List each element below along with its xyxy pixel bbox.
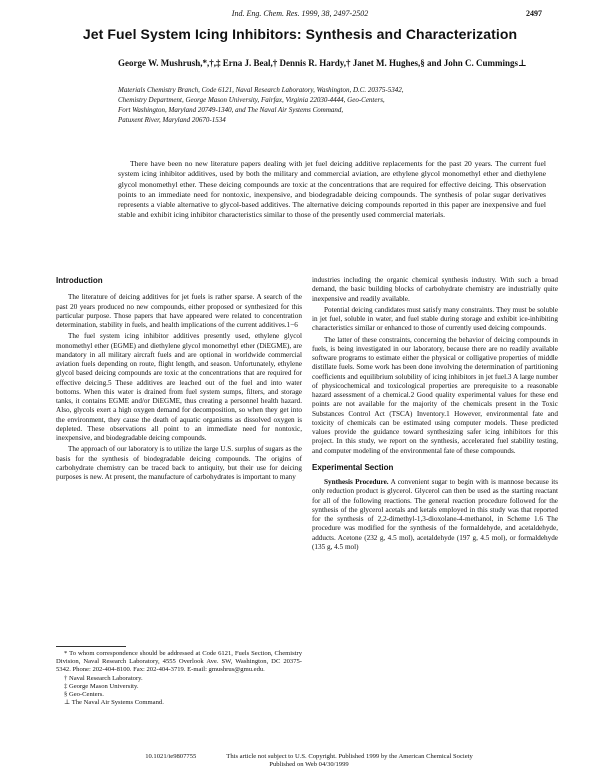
paragraph: The literature of deicing additives for jet fuels is rather sparse. A search of the past 20 years produced no new compounds, either proposed or synthesized for this particular purpose. Those papers that have appeared were related to concentration determination, stability in fuels, and health implications of the current additives.1−6 xyxy=(56,293,302,329)
affiliation-line: Patuxent River, Maryland 20670-1534 xyxy=(118,116,226,124)
footnote-affiliation: ⊥ The Naval Air Systems Command. xyxy=(64,699,164,707)
running-header xyxy=(0,9,600,18)
affiliation-line: Chemistry Department, George Mason University, Fairfax, Virginia 22030-4444, Geo-Centers, xyxy=(118,96,385,104)
footnote-correspondence: * To whom correspondence should be addressed at Code 6121, Fuels Section, Chemistry Division, Naval Research Laboratory, 4555 Overlook Ave. SW, Washington, DC 20375-5342. Phone: 202-404-8100. Fax: 202-404-3719. E-mail: gmushrus@gmu.edu. xyxy=(56,650,302,674)
synthesis-runin-heading: Synthesis Procedure. xyxy=(324,478,389,486)
affiliation-line: Materials Chemistry Branch, Code 6121, Naval Research Laboratory, Washington, D.C. 20375-5342, xyxy=(118,86,404,94)
page-footer xyxy=(64,753,554,769)
paragraph: Potential deicing candidates must satisfy many constraints. They must be soluble in jet fuel, soluble in water, and fuel stable during storage and exhibit ice-inhibiting characteristics similar or enhanced to those of currently used deicing compounds. xyxy=(312,305,558,333)
footer-line xyxy=(64,753,554,761)
affiliations xyxy=(118,85,558,125)
introduction-heading: Introduction xyxy=(56,276,103,285)
paragraph: The latter of these constraints, concerning the behavior of deicing compounds in fuels, is being investigated in our laboratory, because there are no readily available software programs to estimate either the physical or colligative properties of middle distillate fuels. Some work has been done involving the determination of partitioning coefficients and equilibrium solubility of icing inhibitors in jet fuel.3 A large number of physicochemical and toxicological properties are prerequisite to a reasonable hazard assessment of a chemical.2 Good quality experimental values for these end points are not available for the majority of the chemicals present in the Toxic Substances Control Act (TSCA) Inventory.1 However, environmental fate and toxicity of chemicals can be estimated using computer models. These predicted values provide the guidance toward synthesizing safer icing inhibitors for this project. In this study, we report on the synthesis, accelerated fuel stability testing, and computer modeling of the environmental fate of these compounds. xyxy=(312,335,558,455)
author-list: George W. Mushrush,*,†,‡ Erna J. Beal,† Dennis R. Hardy,† Janet M. Hughes,§ and John C. Cummings⊥ xyxy=(118,58,527,68)
paragraph: The fuel system icing inhibitor additives presently used, ethylene glycol monomethyl ether (EGME) and diethylene glycol monomethyl ether (DiEGME), are mandatory in all military aircraft fuels and are optional in worldwide commercial aviation fuels depending on route, flight length, and season. Unfortunately, ethylene glycol based deicing compounds are toxic at the concentrations that are required for effective deicing.5 These additives are leached out of the fuel and into water bottoms. When this water is drained from fuel system sumps, filters, and storage tanks, it contains EGME and/or DiEGME, thus creating a personnel health hazard. Also, glycols exert a high oxygen demand for decomposition, so when they get into the environment, they cause the death of aquatic organisms as dissolved oxygen is depleted. These observations all point to an immediate need for nontoxic, inexpensive, and biodegradable deicing compounds. xyxy=(56,332,302,442)
right-column xyxy=(312,276,558,554)
footnote-affiliation: § Geo-Centers. xyxy=(64,691,104,699)
publication-date: Published on Web 04/30/1999 xyxy=(269,761,349,768)
footnote-divider xyxy=(56,646,126,647)
left-column xyxy=(56,276,302,484)
article-title: Jet Fuel System Icing Inhibitors: Synthesis and Characterization xyxy=(82,26,518,42)
footnote-affiliation: † Naval Research Laboratory. xyxy=(64,674,143,682)
copyright-notice: This article not subject to U.S. Copyright. Published 1999 by the American Chemical Society xyxy=(226,753,473,760)
page-number: 2497 xyxy=(526,9,542,18)
paragraph: industries including the organic chemical synthesis industry. With such a broad demand, the basic building blocks of carbohydrate chemistry are industrially quite inexpensive and readily available. xyxy=(312,276,558,303)
synthesis-paragraph xyxy=(312,478,558,552)
experimental-heading: Experimental Section xyxy=(312,462,394,472)
footnote-affiliation: ‡ George Mason University. xyxy=(64,682,139,690)
paragraph: The approach of our laboratory is to utilize the large U.S. surplus of sugars as the basis for the synthesis of biodegradable deicing compounds. The origins of carbohydrate chemistry can be traced back to antiquity, but their use for deicing purposes is new. At present, the manufacture of carbohydrates is important to many xyxy=(56,445,302,481)
affiliation-line: Fort Washington, Maryland 20749-1340, and The Naval Air Systems Command, xyxy=(118,106,344,114)
journal-name: Ind. Eng. Chem. Res. xyxy=(231,9,300,18)
doi: 10.1021/ie9807755 xyxy=(145,753,197,760)
abstract xyxy=(118,159,546,221)
synthesis-text: A convenient sugar to begin with is mannose because its only reduction product is glycerol. Glycerol can then be used as the starting reactant for all of the following reactions. The general reaction procedure followed for the synthesis of the glycerol acetals and ketals employed in this study was that reported for the synthesis of 2,2-dimethyl-1,3-dioxolane-4-methanol, in Scheme 1.6 The procedure was modified for the synthesis of the formaldehyde, and acetaldehyde, adducts. Acetone (232 g, 4.5 mol), acetaldehyde (197 g, 4.5 mol), or formaldehyde (135 g, 4.5 mol) xyxy=(312,478,559,551)
journal-citation: 1999, 38, 2497-2502 xyxy=(301,9,369,18)
abstract-text: There have been no new literature papers dealing with jet fuel deicing additive replacements for the past 20 years. The current fuel system icing inhibitor additives, used by both the military and commercial aviation, are ethylene glycol monomethyl ether and diethylene glycol monomethyl ether. These deicing compounds are toxic at the concentrations that are required for effective deicing. This observation points to an immediate need for nontoxic, inexpensive, and biodegradable deicing compounds. The synthesis of polar sugar derivatives represents a viable alternative to glycol-based additives. The alternative deicing compounds reported in this paper are inexpensive and fuel stable and exhibit icing inhibitor characteristics similar to those of the presently used commercial materials. xyxy=(118,159,546,220)
footnotes xyxy=(56,650,302,707)
